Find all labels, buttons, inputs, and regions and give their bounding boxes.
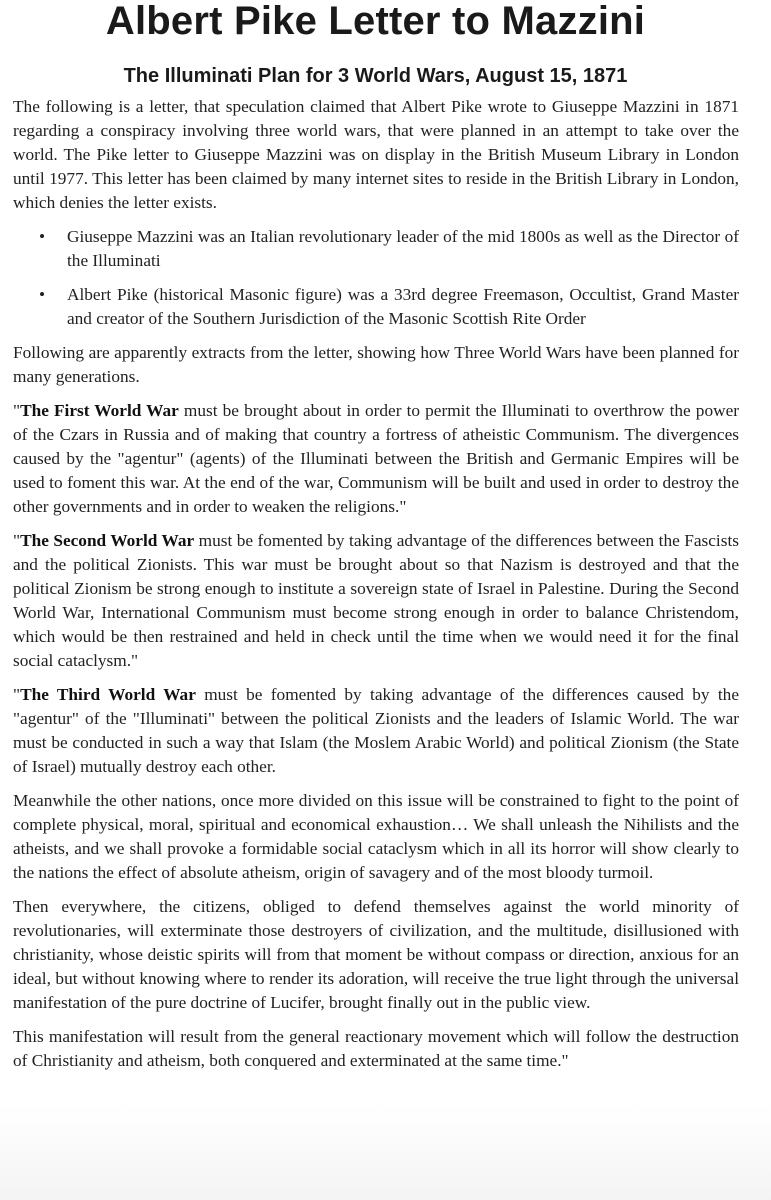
bullet-icon: • [39, 227, 46, 246]
first-world-war-text: must be brought about in order to permit the Illuminati to overthrow the power of the Czars in Russia and of making that country a fortress of atheistic Communism. The divergences caused by the "agentur" (agents) of the Illuminati between the British and Germanic Empires will be used to foment this war. At the end of the war, Communism will be built and used in order to destroy the other governments and in order to weaken the religions." [13, 401, 739, 516]
closing-paragraph-everywhere: Then everywhere, the citizens, obliged to defend themselves against the world minority of revolutionaries, will exterminate those destroyers of civilization, and the multitude, disillusioned with christianity, whose deistic spirits will from that moment be without compass or direction, anxious for an ideal, but without knowing where to render its adoration, will receive the true light through the universal manifestation of the pure doctrine of Lucifer, brought finally out in the public view. [13, 897, 739, 1012]
page-title: Albert Pike Letter to Mazzini [105, 0, 646, 43]
third-world-war-paragraph [13, 683, 739, 779]
open-quote: " [13, 401, 21, 420]
list-item [13, 225, 739, 273]
second-world-war-paragraph [13, 529, 739, 673]
extracts-intro-paragraph: Following are apparently extracts from the letter, showing how Three World Wars have been planned for many generations. [13, 343, 739, 386]
closing-paragraph-manifestation: This manifestation will result from the general reactionary movement which will follow the destruction of Christianity and atheism, both conquered and exterminated at the same time." [13, 1027, 739, 1070]
page-subtitle: The Illuminati Plan for 3 World Wars, August 15, 1871 [123, 65, 628, 87]
bullet-icon: • [39, 285, 46, 304]
intro-paragraph: The following is a letter, that speculation claimed that Albert Pike wrote to Giuseppe Mazzini in 1871 regarding a conspiracy involving three world wars, that were planned in an attempt to take over the world. The Pike letter to Giuseppe Mazzini was on display in the British Museum Library in London until 1977. This letter has been claimed by many internet sites to reside in the British Library in London, which denies the letter exists. [13, 97, 739, 212]
third-world-war-text: must be fomented by taking advantage of the differences caused by the "agentur" of the "Illuminati" between the political Zionists and the leaders of Islamic World. The war must be conducted in such a way that Islam (the Moslem Arabic World) and political Zionism (the State of Israel) mutually destroy each other. [13, 685, 739, 776]
document-body [13, 95, 739, 1083]
open-quote: " [13, 685, 21, 704]
second-world-war-heading: The Second World War [20, 531, 195, 550]
list-item-text: Giuseppe Mazzini was an Italian revolutionary leader of the mid 1800s as well as the Director of the Illuminati [67, 227, 739, 270]
first-world-war-paragraph [13, 399, 739, 519]
closing-paragraph-meanwhile: Meanwhile the other nations, once more divided on this issue will be constrained to fight to the point of complete physical, moral, spiritual and economical exhaustion… We shall unleash the Nihilists and the atheists, and we shall provoke a formidable social cataclysm which in all its horror will show clearly to the nations the effect of absolute atheism, origin of savagery and of the most bloody turmoil. [13, 791, 739, 882]
list-item-text: Albert Pike (historical Masonic figure) was a 33rd degree Freemason, Occultist, Grand Master and creator of the Southern Jurisdiction of the Masonic Scottish Rite Order [67, 285, 739, 328]
bullet-list [13, 225, 739, 331]
list-item [13, 283, 739, 331]
second-world-war-text: must be fomented by taking advantage of the differences between the Fascists and the political Zionists. This war must be brought about so that Nazism is destroyed and that the political Zionism be strong enough to institute a sovereign state of Israel in Palestine. During the Second World War, International Communism must become strong enough in order to balance Christendom, which would be then restrained and held in check until the time when we would need it for the final social cataclysm." [13, 531, 739, 670]
open-quote: " [13, 531, 21, 550]
first-world-war-heading: The First World War [20, 401, 179, 420]
third-world-war-heading: The Third World War [20, 685, 196, 704]
